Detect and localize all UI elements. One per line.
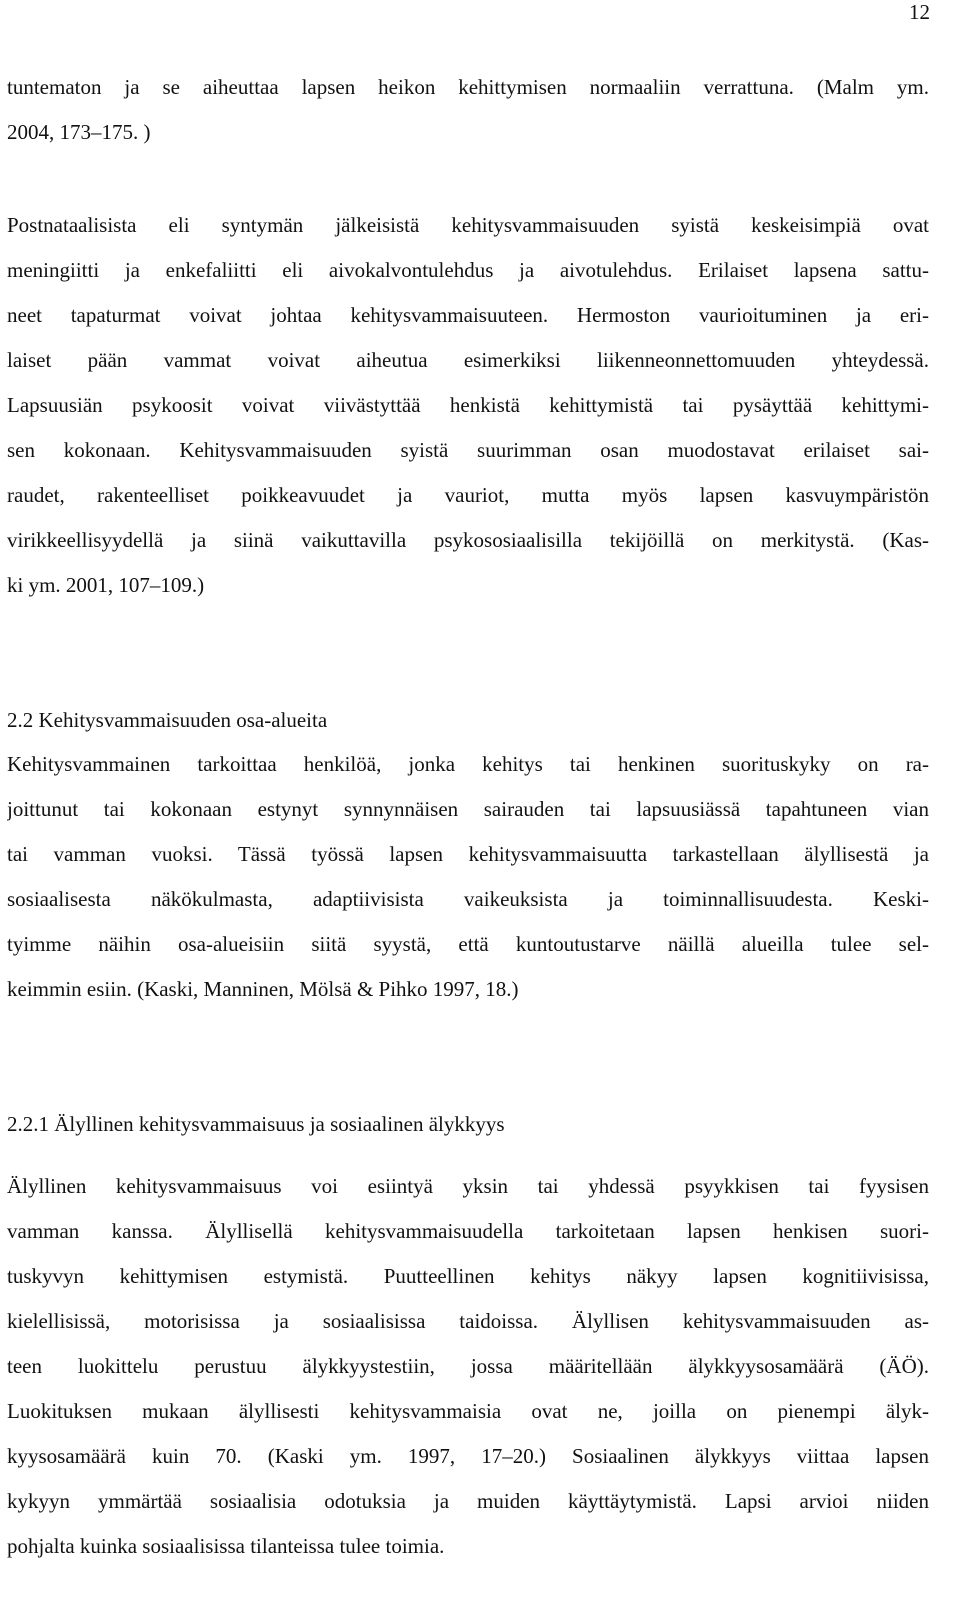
text-line: kykyyn ymmärtää sosiaalisia odotuksia ja muiden käyttäytymistä. Lapsi arvioi niiden: [7, 1489, 929, 1513]
text-line: ki ym. 2001, 107–109.): [7, 573, 205, 597]
text-line: neet tapaturmat voivat johtaa kehitysvammaisuuteen. Hermoston vaurioituminen ja eri-: [7, 303, 929, 327]
subsection-heading: 2.2.1 Älyllinen kehitysvammaisuus ja sosiaalinen älykkyys: [7, 1112, 505, 1136]
text-line: Lapsuusiän psykoosit voivat viivästyttää henkistä kehittymistä tai pysäyttää kehittymi-: [7, 393, 929, 417]
text-line: sosiaalisesta näkökulmasta, adaptiivisista vaikeuksista ja toiminnallisuudesta. Keski-: [7, 887, 929, 911]
text-line: tai vamman vuoksi. Tässä työssä lapsen kehitysvammaisuutta tarkastellaan älyllisestä ja: [7, 842, 929, 866]
text-line: Postnataalisista eli syntymän jälkeisistä kehitysvammaisuuden syistä keskeisimpiä ovat: [7, 213, 929, 237]
text-line: 2004, 173–175. ): [7, 120, 151, 144]
text-line: pohjalta kuinka sosiaalisissa tilanteissa tulee toimia.: [7, 1534, 445, 1558]
section-heading: 2.2 Kehitysvammaisuuden osa-alueita: [7, 708, 328, 732]
paragraph-4: [7, 1169, 929, 1574]
text-line: tuskyvyn kehittymisen estymistä. Puutteellinen kehitys näkyy lapsen kognitiivisissa,: [7, 1264, 929, 1288]
heading-gap: [7, 1151, 929, 1169]
text-line: keimmin esiin. (Kaski, Manninen, Mölsä & Pihko 1997, 18.): [7, 977, 519, 1001]
text-line: tuntematon ja se aiheuttaa lapsen heikon kehittymisen normaaliin verrattuna. (Malm ym.: [7, 75, 929, 99]
page-number: 12: [909, 0, 930, 24]
text-line: laiset pään vammat voivat aiheutua esimerkiksi liikenneonnettomuuden yhteydessä.: [7, 348, 929, 372]
text-line: virikkeellisyydellä ja siinä vaikuttavilla psykososiaalisilla tekijöillä on merkitystä. (Kas-: [7, 528, 929, 552]
section-gap: [7, 613, 929, 703]
document-body: [7, 70, 929, 1574]
text-line: Kehitysvammainen tarkoittaa henkilöä, jonka kehitys tai henkinen suorituskyky on ra-: [7, 752, 929, 776]
text-line: tyimme näihin osa-alueisiin siitä syystä, että kuntoutustarve näillä alueilla tulee sel-: [7, 932, 929, 956]
paragraph-3: [7, 747, 929, 1017]
text-line: meningiitti ja enkefaliitti eli aivokalvontulehdus ja aivotulehdus. Erilaiset lapsena sattu-: [7, 258, 929, 282]
paragraph-2: [7, 208, 929, 613]
text-line: teen luokittelu perustuu älykkyystestiin, jossa määritellään älykkyysosamäärä (ÄÖ).: [7, 1354, 929, 1378]
paragraph-1: [7, 70, 929, 160]
text-line: kielellisissä, motorisissa ja sosiaalisissa taidoissa. Älyllisen kehitysvammaisuuden as-: [7, 1309, 929, 1333]
text-line: sen kokonaan. Kehitysvammaisuuden syistä suurimman osan muodostavat erilaiset sai-: [7, 438, 929, 462]
text-line: kyysosamäärä kuin 70. (Kaski ym. 1997, 17–20.) Sosiaalinen älykkyys viittaa lapsen: [7, 1444, 929, 1468]
text-line: Älyllinen kehitysvammaisuus voi esiintyä yksin tai yhdessä psyykkisen tai fyysisen: [7, 1174, 929, 1198]
text-line: raudet, rakenteelliset poikkeavuudet ja vauriot, mutta myös lapsen kasvuympäristön: [7, 483, 929, 507]
paragraph-gap: [7, 160, 929, 208]
text-line: Luokituksen mukaan älyllisesti kehitysvammaisia ovat ne, joilla on pienempi älyk-: [7, 1399, 929, 1423]
text-line: vamman kanssa. Älyllisellä kehitysvammaisuudella tarkoitetaan lapsen henkisen suori-: [7, 1219, 929, 1243]
section-gap: [7, 1017, 929, 1107]
text-line: joittunut tai kokonaan estynyt synnynnäisen sairauden tai lapsuusiässä tapahtuneen vian: [7, 797, 929, 821]
